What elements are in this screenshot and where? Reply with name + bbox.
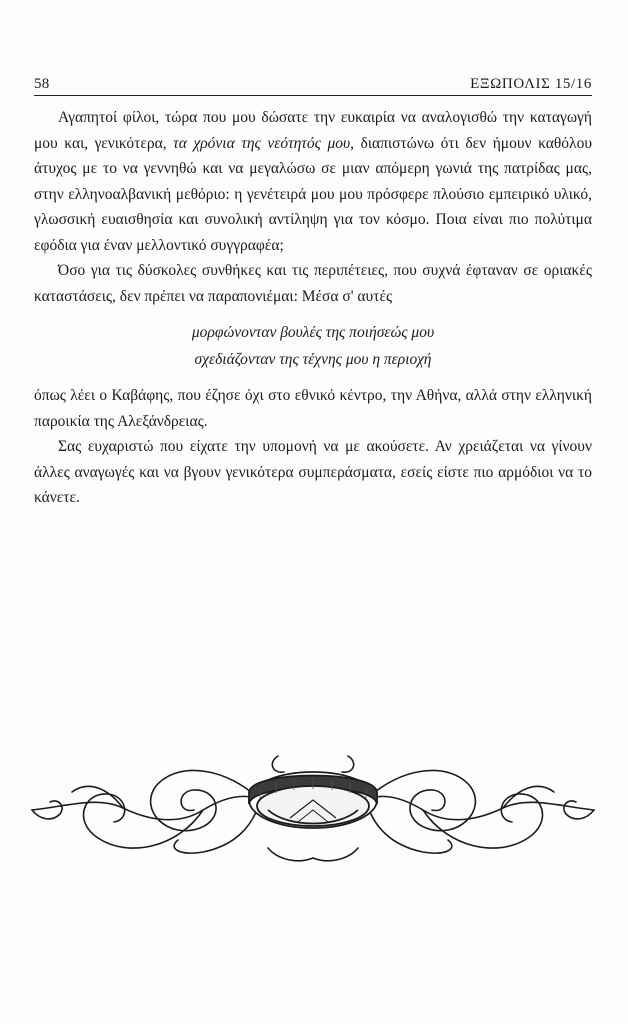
paragraph-2: Όσο για τις δύσκολες συνθήκες και τις περιπέτειες, που συχνά έφταναν σε οριακές καταστάσεις, δεν πρέπει να παραπονιέμαι: Μέσα σ' αυτές (34, 262, 592, 305)
paragraph-1 (34, 105, 592, 258)
page-header (34, 76, 592, 96)
body-text (34, 105, 592, 511)
page-number: 58 (34, 76, 50, 92)
quote-line-1: μορφώνονταν βουλές της ποιήσεώς μου (191, 324, 435, 341)
poem-quote (34, 319, 592, 373)
paragraph-1-start: Αγαπητοί φίλοι, τώρα που μου δώσατε την ευκαιρία να αναλογισθώ την καταγωγή μου και, γενικότερα, (34, 109, 592, 152)
paragraph-1-italic: τα χρόνια της νεότητός μου (173, 134, 351, 152)
quote-line-2: σχεδιάζονταν της τέχνης μου η περιοχή (194, 351, 432, 368)
paragraph-3: όπως λέει ο Καβάφης, που έζησε όχι στο εθνικό κέντρο, την Αθήνα, αλλά στην ελληνική παροικία της Αλεξάνδρειας. (34, 387, 592, 430)
paragraph-1-end: , διαπιστώνω ότι δεν ήμουν καθόλου άτυχος με το να γεννηθώ και να μεγαλώσω σε μιαν απόμερη γωνιά της πατρίδας μας, στην ελληνοαλβανική μεθόριο: η γενέτειρά μου μου πρόσφερε πλούσιο εμπειρικό υλικό, γλωσσική ευαισθησία και συνολική αντίληψη για τον κόσμο. Ποια είναι πιο πολύτιμα εφόδια για έναν μελλοντικό συγγραφέα; (34, 134, 592, 254)
header-rule (34, 95, 592, 96)
running-title: ΕΞΩΠΟΛΙΣ 15/16 (470, 76, 592, 92)
paragraph-4: Σας ευχαριστώ που είχατε την υπομονή να με ακούσετε. Αν χρειάζεται να γίνουν άλλες αναγωγές και να βγουν γενικότερα συμπεράσματα, εσείς είστε πιο αρμόδιοι να το κάνετε. (34, 438, 592, 506)
ring-flourish-ornament-icon (28, 748, 598, 878)
